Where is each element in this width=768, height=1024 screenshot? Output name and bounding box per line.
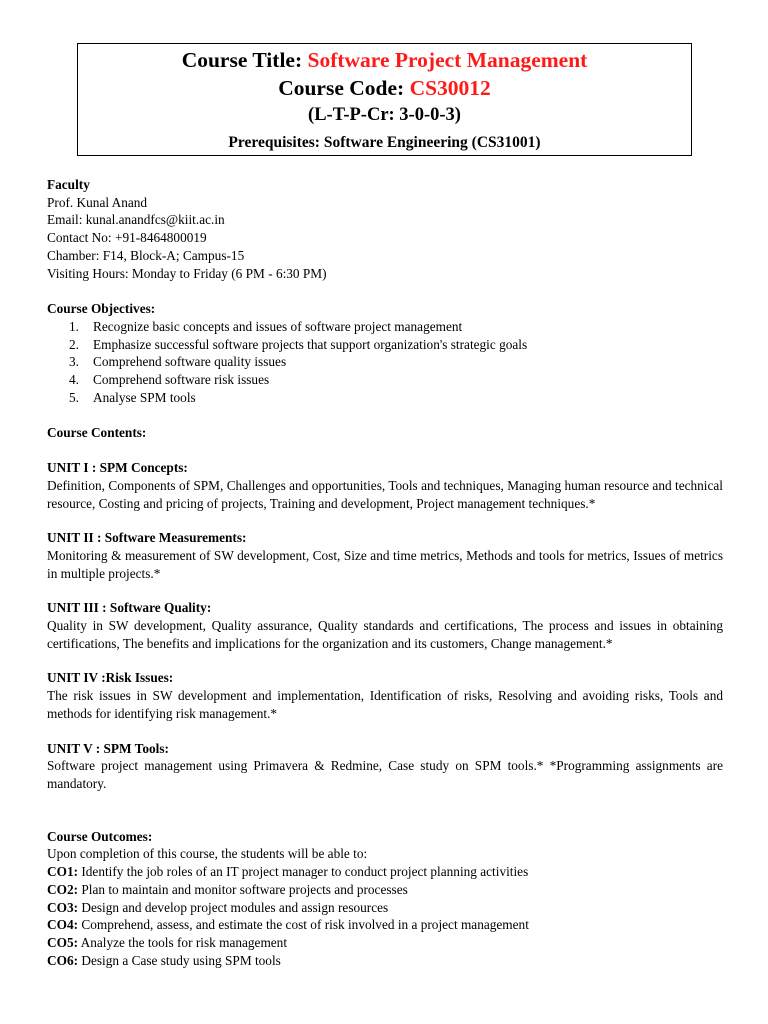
list-item-text: Recognize basic concepts and issues of software project management (93, 318, 463, 334)
unit-description: Software project management using Primavera & Redmine, Case study on SPM tools.* *Programming assignments are mandatory. (47, 758, 723, 791)
outcome-code: CO1: (47, 864, 79, 880)
unit-title: UNIT III : Software Quality: (47, 600, 212, 616)
faculty-email: Email: kunal.anandfcs@kiit.ac.in (47, 212, 225, 228)
outcome-item (47, 899, 727, 917)
list-item (47, 371, 727, 389)
outcome-code: CO6: (47, 952, 79, 968)
unit-description: Monitoring & measurement of SW development, Cost, Size and time metrics, Methods and tools for metrics, Issues of metrics in multiple projects.* (47, 547, 723, 581)
list-item-text: Analyse SPM tools (93, 389, 196, 405)
unit-block (47, 599, 727, 652)
course-title-label: Course Title: (181, 48, 308, 72)
objectives-list (47, 318, 727, 407)
unit-block (47, 459, 727, 512)
faculty-name: Prof. Kunal Anand (47, 194, 148, 210)
outcome-item (47, 916, 727, 934)
outcome-item (47, 934, 727, 952)
list-item-number: 1. (69, 318, 79, 334)
contents-section (47, 424, 727, 792)
course-prerequisites: Prerequisites: Software Engineering (CS31001) (228, 134, 541, 151)
course-title (78, 46, 691, 74)
course-header-box (77, 43, 692, 156)
outcome-item (47, 863, 727, 881)
outcome-text: Design and develop project modules and assign resources (78, 899, 389, 915)
outcome-code: CO4: (47, 917, 79, 933)
document-body (47, 176, 727, 969)
list-item-text: Emphasize successful software projects that support organization's strategic goals (93, 336, 528, 352)
faculty-chamber: Chamber: F14, Block-A; Campus-15 (47, 247, 245, 263)
outcome-code: CO2: (47, 881, 79, 897)
faculty-contact: Contact No: +91-8464800019 (47, 230, 207, 246)
list-item-number: 3. (69, 354, 79, 370)
outcome-text: Plan to maintain and monitor software projects and processes (78, 881, 408, 897)
unit-block (47, 529, 727, 582)
list-item (47, 318, 727, 336)
course-code (78, 74, 691, 102)
unit-block (47, 740, 727, 793)
course-code-value: CS30012 (409, 76, 491, 100)
unit-description: Quality in SW development, Quality assurance, Quality standards and certifications, The process and issues in obtaining certifications, The benefits and implications for the organization and its customers, Change management.* (47, 618, 723, 651)
faculty-visiting-hours: Visiting Hours: Monday to Friday (6 PM - 6:30 PM) (47, 265, 327, 281)
list-item (47, 389, 727, 407)
outcomes-intro: Upon completion of this course, the students will be able to: (47, 846, 368, 862)
list-item-number: 5. (69, 389, 79, 405)
unit-description: Definition, Components of SPM, Challenges and opportunities, Tools and techniques, Managing human resource and technical resource, Costing and pricing of projects, Training and development, Project management techniques.* (47, 477, 723, 511)
list-item-number: 4. (69, 372, 79, 388)
unit-description: The risk issues in SW development and implementation, Identification of risks, Resolving and avoiding risks, Tools and methods for identifying risk management.* (47, 688, 723, 721)
outcome-text: Comprehend, assess, and estimate the cost of risk involved in a project management (78, 917, 529, 933)
objectives-heading: Course Objectives: (47, 301, 156, 317)
list-item-text: Comprehend software quality issues (93, 354, 287, 370)
outcome-code: CO5: (47, 934, 79, 950)
unit-title: UNIT II : Software Measurements: (47, 530, 247, 546)
list-item (47, 353, 727, 371)
list-item-text: Comprehend software risk issues (93, 372, 270, 388)
outcome-text: Design a Case study using SPM tools (78, 952, 281, 968)
unit-title: UNIT V : SPM Tools: (47, 740, 169, 756)
course-code-label: Course Code: (278, 76, 410, 100)
objectives-section (47, 300, 727, 406)
faculty-section (47, 176, 727, 282)
contents-heading: Course Contents: (47, 425, 147, 441)
course-ltpc: (L-T-P-Cr: 3-0-0-3) (308, 105, 461, 125)
list-item (47, 336, 727, 354)
outcome-text: Identify the job roles of an IT project manager to conduct project planning activities (78, 864, 529, 880)
outcome-item (47, 881, 727, 899)
outcome-code: CO3: (47, 899, 79, 915)
outcomes-section (47, 828, 727, 970)
outcome-item (47, 952, 727, 970)
course-title-value: Software Project Management (307, 48, 588, 72)
unit-title: UNIT I : SPM Concepts: (47, 460, 188, 476)
outcome-text: Analyze the tools for risk management (78, 934, 288, 950)
unit-block (47, 669, 727, 722)
outcomes-heading: Course Outcomes: (47, 828, 153, 844)
unit-title: UNIT IV :Risk Issues: (47, 670, 174, 686)
list-item-number: 2. (69, 336, 79, 352)
faculty-heading: Faculty (47, 177, 90, 192)
